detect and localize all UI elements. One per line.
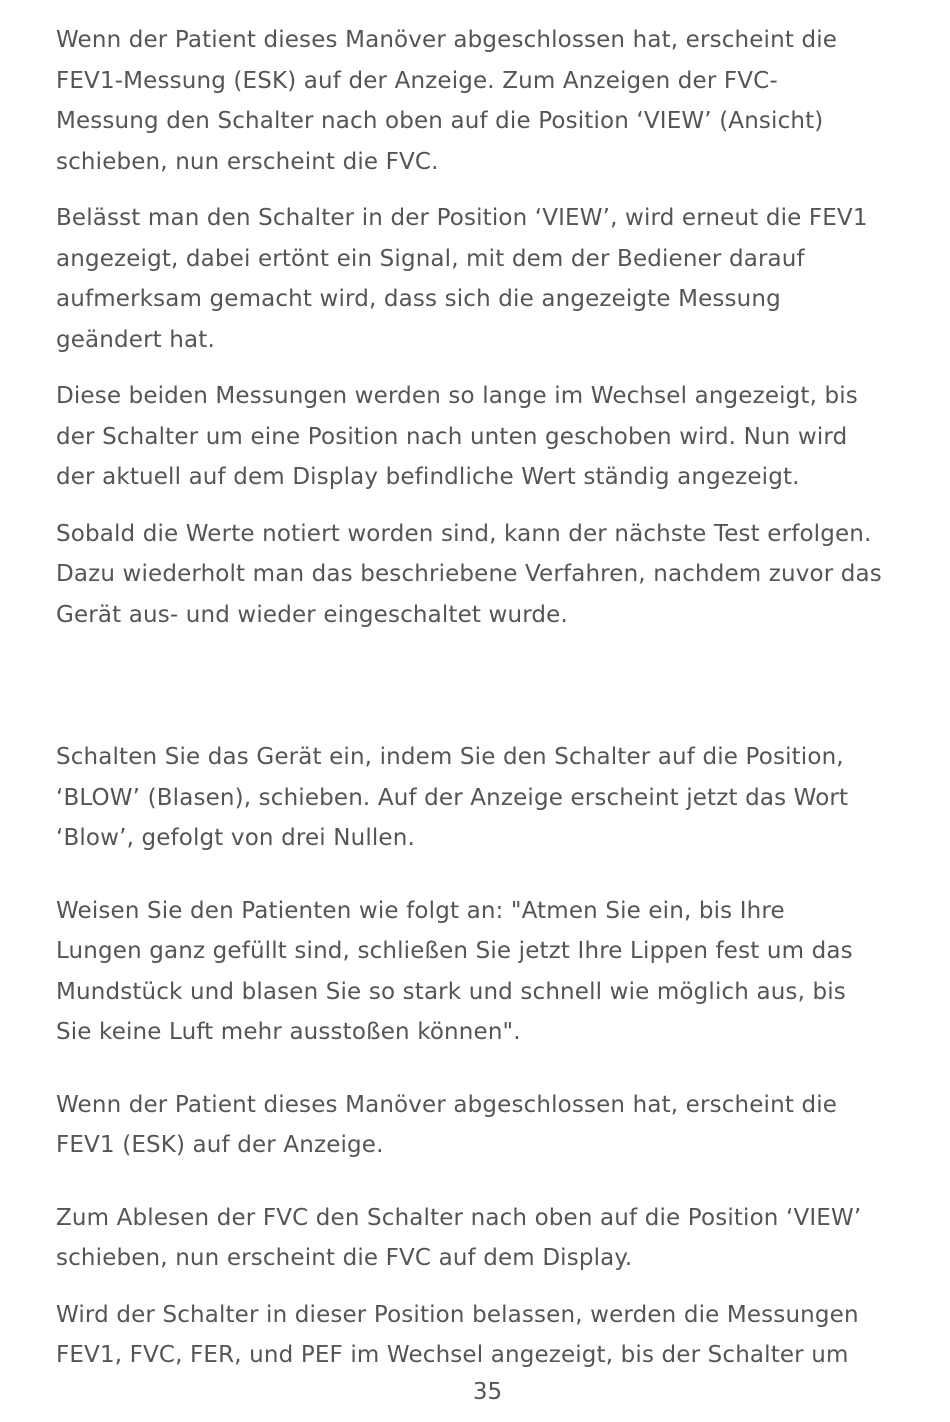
paragraph-5: Schalten Sie das Gerät ein, indem Sie den Schalter auf die Position, ‘BLOW’ (Blasen), schieben. Auf der Anzeige erscheint jetzt das Wort ‘Blow’, gefolgt von drei Nullen.: [56, 744, 849, 851]
paragraph-6: Weisen Sie den Patienten wie folgt an: "Atmen Sie ein, bis Ihre Lungen ganz gefüllt sind, schließen Sie jetzt Ihre Lippen fest um das Mundstück und blasen Sie so stark und schnell wie möglich aus, bis Sie keine Luft mehr ausstoßen können".: [56, 897, 853, 1045]
page-number: 35: [472, 1379, 503, 1405]
document-page: [56, 20, 936, 1376]
paragraph-9: Wird der Schalter in dieser Position belassen, werden die Messungen FEV1, FVC, FER, und PEF im Wechsel angezeigt, bis der Schalter um: [56, 1301, 859, 1368]
paragraph-1: Wenn der Patient dieses Manöver abgeschlossen hat, erscheint die FEV1-Messung (ESK) auf der Anzeige. Zum Anzeigen der FVC- Messung den Schalter nach oben auf die Position ‘VIEW’ (Ansicht) schieben, nun erscheint die FVC.: [56, 27, 838, 175]
paragraph-4: Sobald die Werte notiert worden sind, kann der nächste Test erfolgen. Dazu wiederholt man das beschriebene Verfahren, nachdem zuvor das Gerät aus- und wieder eingeschaltet wurde.: [56, 520, 882, 628]
paragraph-2: Belässt man den Schalter in der Position ‘VIEW’, wird erneut die FEV1 angezeigt, dabei ertönt ein Signal, mit dem der Bediener darauf aufmerksam gemacht wird, dass sich die angezeigte Messung geändert hat.: [56, 205, 868, 353]
paragraph-8: Zum Ablesen der FVC den Schalter nach oben auf die Position ‘VIEW’ schieben, nun erscheint die FVC auf dem Display.: [56, 1204, 862, 1271]
paragraph-7: Wenn der Patient dieses Manöver abgeschlossen hat, erscheint die FEV1 (ESK) auf der Anzeige.: [56, 1091, 838, 1158]
paragraph-3: Diese beiden Messungen werden so lange im Wechsel angezeigt, bis der Schalter um eine Position nach unten geschoben wird. Nun wird der aktuell auf dem Display befindliche Wert ständig angezeigt.: [56, 383, 858, 490]
